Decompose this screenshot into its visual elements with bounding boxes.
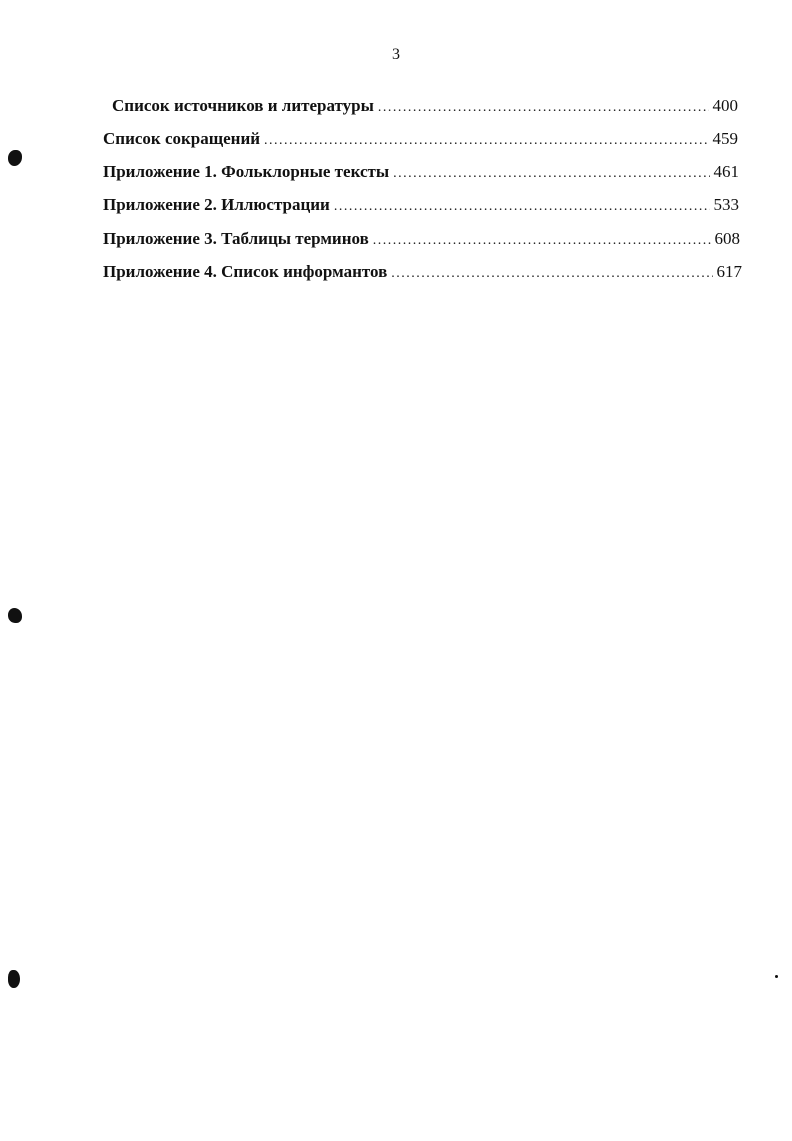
page-number: 3 (392, 46, 400, 63)
toc-entry-title: Приложение 2. Иллюстрации (103, 195, 330, 214)
toc-entry-page: 533 (713, 195, 739, 214)
toc-entry-title: Приложение 1. Фольклорные тексты (103, 162, 390, 181)
toc-entry-title: Приложение 3. Таблицы терминов (103, 229, 369, 248)
toc-entry-title: Список сокращений (103, 129, 261, 148)
scan-speck (775, 975, 778, 978)
toc-entry-abbreviations (103, 129, 738, 151)
toc-dot-leader (391, 266, 712, 282)
toc-entry-title: Список источников и литературы (112, 96, 374, 115)
toc-entry-page: 459 (712, 129, 738, 148)
toc-entry-page: 461 (713, 162, 739, 181)
toc-dot-leader (334, 199, 710, 215)
toc-dot-leader (373, 233, 711, 249)
toc-entry-appendix-2 (103, 195, 739, 217)
toc-entry-appendix-3 (103, 229, 740, 251)
toc-entry-appendix-4 (103, 262, 742, 284)
toc-entry-page: 617 (716, 262, 742, 281)
toc-entry-sources (112, 96, 738, 118)
toc-dot-leader (264, 133, 708, 149)
table-of-contents (0, 96, 792, 296)
toc-entry-title: Приложение 4. Список информантов (103, 262, 388, 281)
toc-entry-appendix-1 (103, 162, 739, 184)
toc-entry-page: 608 (714, 229, 740, 248)
punch-hole-mark (8, 970, 20, 988)
toc-entry-page: 400 (712, 96, 738, 115)
toc-dot-leader (393, 166, 709, 182)
toc-dot-leader (378, 100, 709, 116)
punch-hole-mark (8, 608, 22, 623)
